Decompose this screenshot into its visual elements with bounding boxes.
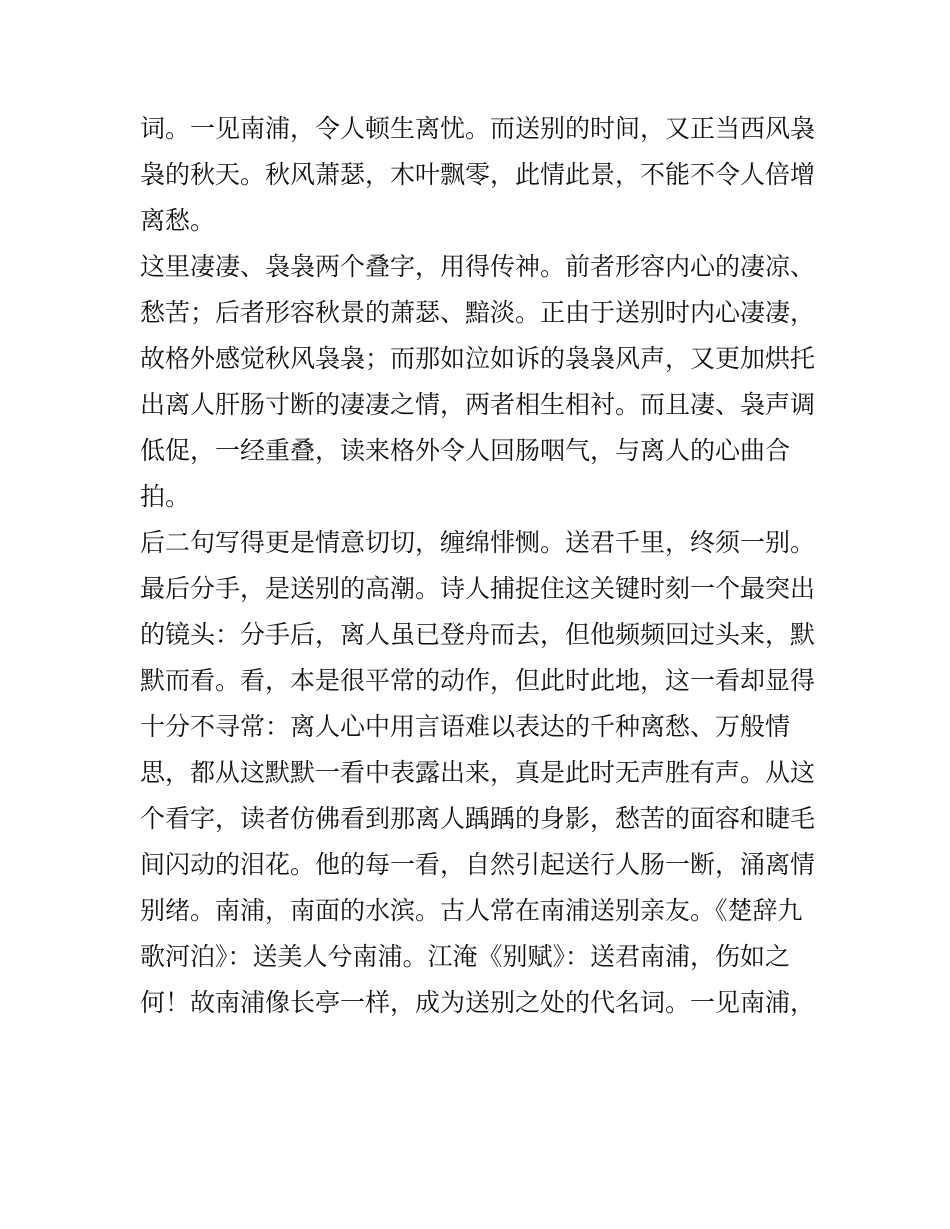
text-line: 低促，一经重叠，读来格外令人回肠咽气，与离人的心曲合 — [140, 436, 791, 465]
text-line: 愁苦；后者形容秋景的萧瑟、黯淡。正由于送别时内心凄凄， — [140, 298, 816, 327]
text-line: 拍。 — [140, 482, 191, 511]
text-line: 词。一见南浦，令人顿生离忧。而送别的时间，又正当西风袅 — [140, 114, 816, 143]
text-line: 别绪。南浦，南面的水滨。古人常在南浦送别亲友。《楚辞九 — [140, 896, 803, 925]
text-line: 出离人肝肠寸断的凄凄之情，两者相生相衬。而且凄、袅声调 — [140, 390, 816, 419]
text-line: 的镜头：分手后，离人虽已登舟而去，但他频频回过头来，默 — [140, 620, 816, 649]
text-line: 离愁。 — [140, 206, 216, 235]
text-line: 后二句写得更是情意切切，缠绵悱恻。送君千里，终须一别。 — [140, 528, 816, 557]
text-line: 何！故南浦像长亭一样，成为送别之处的代名词。一见南浦， — [140, 988, 816, 1017]
text-line: 思，都从这默默一看中表露出来，真是此时无声胜有声。从这 — [140, 758, 816, 787]
text-line: 间闪动的泪花。他的每一看，自然引起送行人肠一断，涌离情 — [140, 850, 816, 879]
text-line: 最后分手，是送别的高潮。诗人捕捉住这关键时刻一个最突出 — [140, 574, 816, 603]
text-line: 个看字，读者仿佛看到那离人踽踽的身影，愁苦的面容和睫毛 — [140, 804, 816, 833]
text-line: 故格外感觉秋风袅袅；而那如泣如诉的袅袅风声，又更加烘托 — [140, 344, 816, 373]
body-text — [140, 106, 820, 1026]
text-line: 袅的秋天。秋风萧瑟，木叶飘零，此情此景，不能不令人倍增 — [140, 160, 816, 189]
text-line: 十分不寻常：离人心中用言语难以表达的千种离愁、万般情 — [140, 712, 791, 741]
text-line: 默而看。看，本是很平常的动作，但此时此地，这一看却显得 — [140, 666, 816, 695]
text-line: 歌河泊》：送美人兮南浦。江淹《别赋》：送君南浦，伤如之 — [140, 942, 791, 971]
text-line: 这里凄凄、袅袅两个叠字，用得传神。前者形容内心的凄凉、 — [140, 252, 816, 281]
